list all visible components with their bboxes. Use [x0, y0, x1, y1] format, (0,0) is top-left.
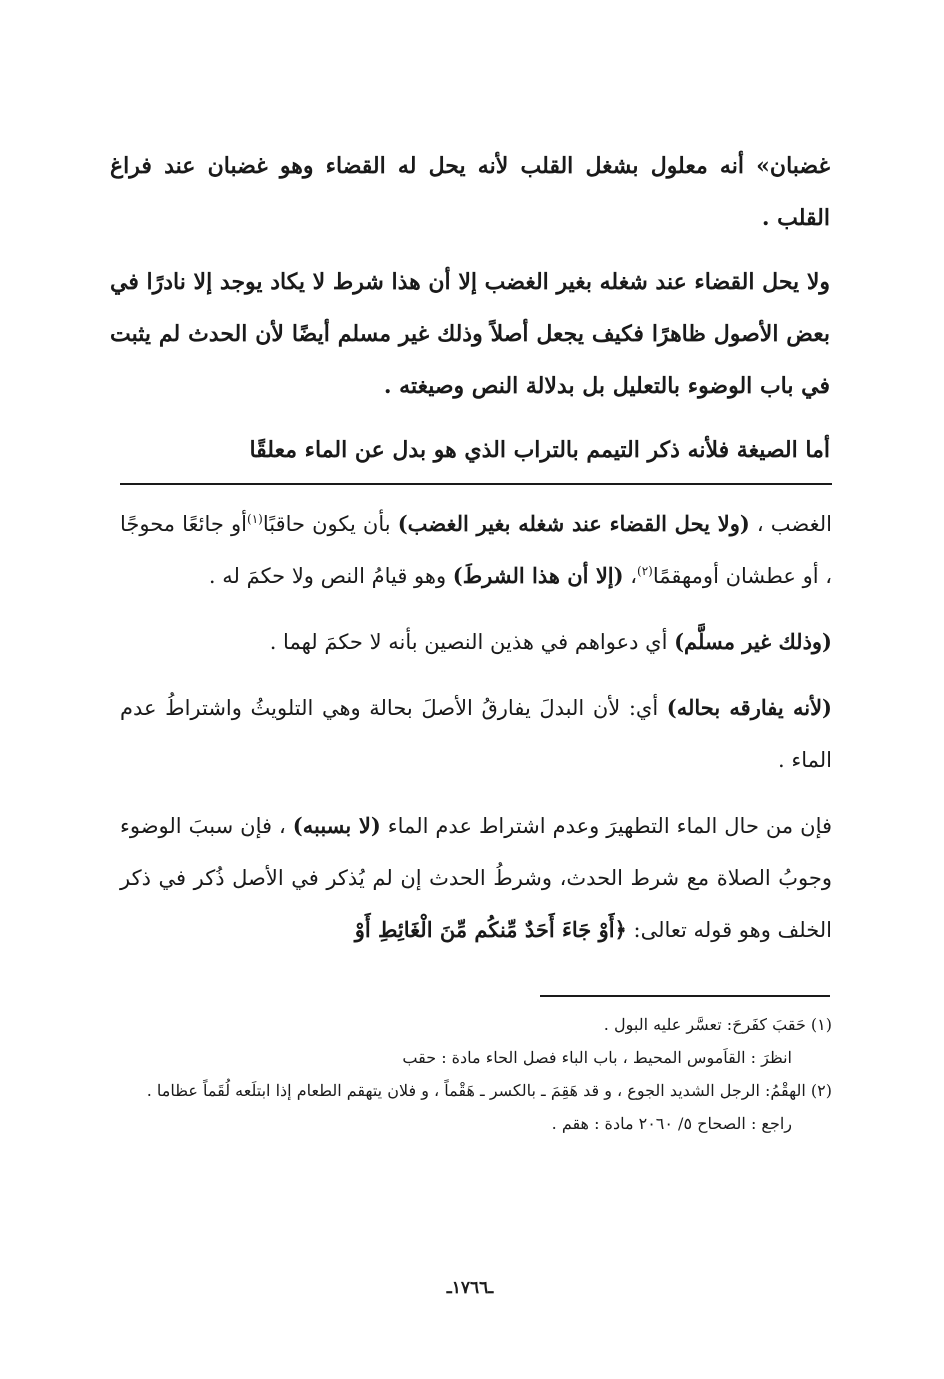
commentary-text: ، فإن سببَ الوضوء وجوبُ الصلاة مع شرط الحدث، وشرطُ الحدث إن لم يُذكر في الأصل ذُكر في ذكر الخلف وهو قوله تعالى:	[120, 814, 832, 942]
main-paragraph-1: غضبان» أنه معلول بشغل القلب لأنه يحل له القضاء وهو غضبان عند فراغ القلب .	[110, 153, 830, 231]
commentary-text: ،	[623, 564, 638, 588]
footnote-1-source: انظرَ : القاَموس المحيط ، باب الباء فصل الحاء مادة : حقب	[402, 1048, 792, 1067]
footnote-2: (٢) الهقْمُ: الرجل الشديد الجوع ، و قد هَقِمَ ـ بالكسر ـ هَقْماً ، و فلان يتهقم الطعام إذا ابتلَعه لُقَماً عظاما .	[146, 1081, 832, 1100]
commentary-paragraph-3	[120, 682, 832, 786]
footnote-1: (١) حَقبَ كفَرحَ: تعسَّر عليه البول .	[603, 1015, 832, 1034]
footnote-divider	[540, 995, 830, 997]
quran-verse: ﴿أَوْ جَاءَ أَحَدٌ مِّنكُم مِّنَ الْغَائِطِ أَوْ	[354, 917, 627, 942]
commentary-text: الغضب ،	[749, 512, 832, 536]
main-text-divider	[120, 483, 832, 485]
commentary-text: فإن من حال الماء التطهيرَ وعدم اشتراط عدم الماء	[380, 814, 833, 838]
quoted-matn: (ولا يحل القضاء عند شغله بغير الغضب)	[397, 511, 750, 536]
footnote-ref-1[interactable]: (١)	[247, 512, 263, 526]
quoted-matn: (لأنه يفارقه بحاله)	[666, 695, 832, 720]
commentary	[120, 498, 832, 970]
commentary-text: أي دعواهم في هذين النصين بأنه لا حكمَ لهما .	[269, 630, 675, 654]
footnotes	[120, 1008, 832, 1140]
main-paragraph-3: أما الصيغة فلأنه ذكر التيمم بالتراب الذي هو بدل عن الماء معلقًا	[249, 437, 830, 463]
commentary-paragraph-1	[120, 498, 832, 602]
quoted-matn: (إلا أن هذا الشرطَ)	[452, 563, 624, 588]
document-page	[110, 140, 833, 1340]
commentary-text: أو جائعًا محوجًا ، أو عطشان أومهقمًا	[120, 512, 832, 588]
page-number: ـ١٧٦٦ـ	[446, 1278, 494, 1298]
quoted-matn: (لا بسببه)	[292, 813, 381, 838]
main-text	[110, 140, 830, 476]
commentary-text: وهو قيامُ النص ولا حكمَ له .	[208, 564, 453, 588]
quoted-matn: (وذلك غير مسلَّم)	[674, 629, 832, 654]
footnote-2-source: راجع : الصحاح ٥/ ٢٠٦٠ مادة : هقم .	[551, 1114, 792, 1133]
footnote-ref-2[interactable]: (٢)	[637, 564, 653, 578]
commentary-text: بأن يكون حاقبًا	[262, 512, 398, 536]
commentary-text: أي: لأن البدلَ يفارقُ الأصلَ بحالة وهي التلويثُ واشتراطُ عدم الماء .	[120, 696, 832, 772]
commentary-paragraph-4	[120, 800, 832, 956]
main-paragraph-2: ولا يحل القضاء عند شغله بغير الغضب إلا أن هذا شرط لا يكاد يوجد إلا نادرًا في بعض الأصول ظاهرًا فكيف يجعل أصلاً وذلك غير مسلم أيضًا لأن الحدث لم يثبت في باب الوضوء بالتعليل بل بدلالة النص وصيغته .	[110, 269, 830, 399]
commentary-paragraph-2	[120, 616, 832, 668]
